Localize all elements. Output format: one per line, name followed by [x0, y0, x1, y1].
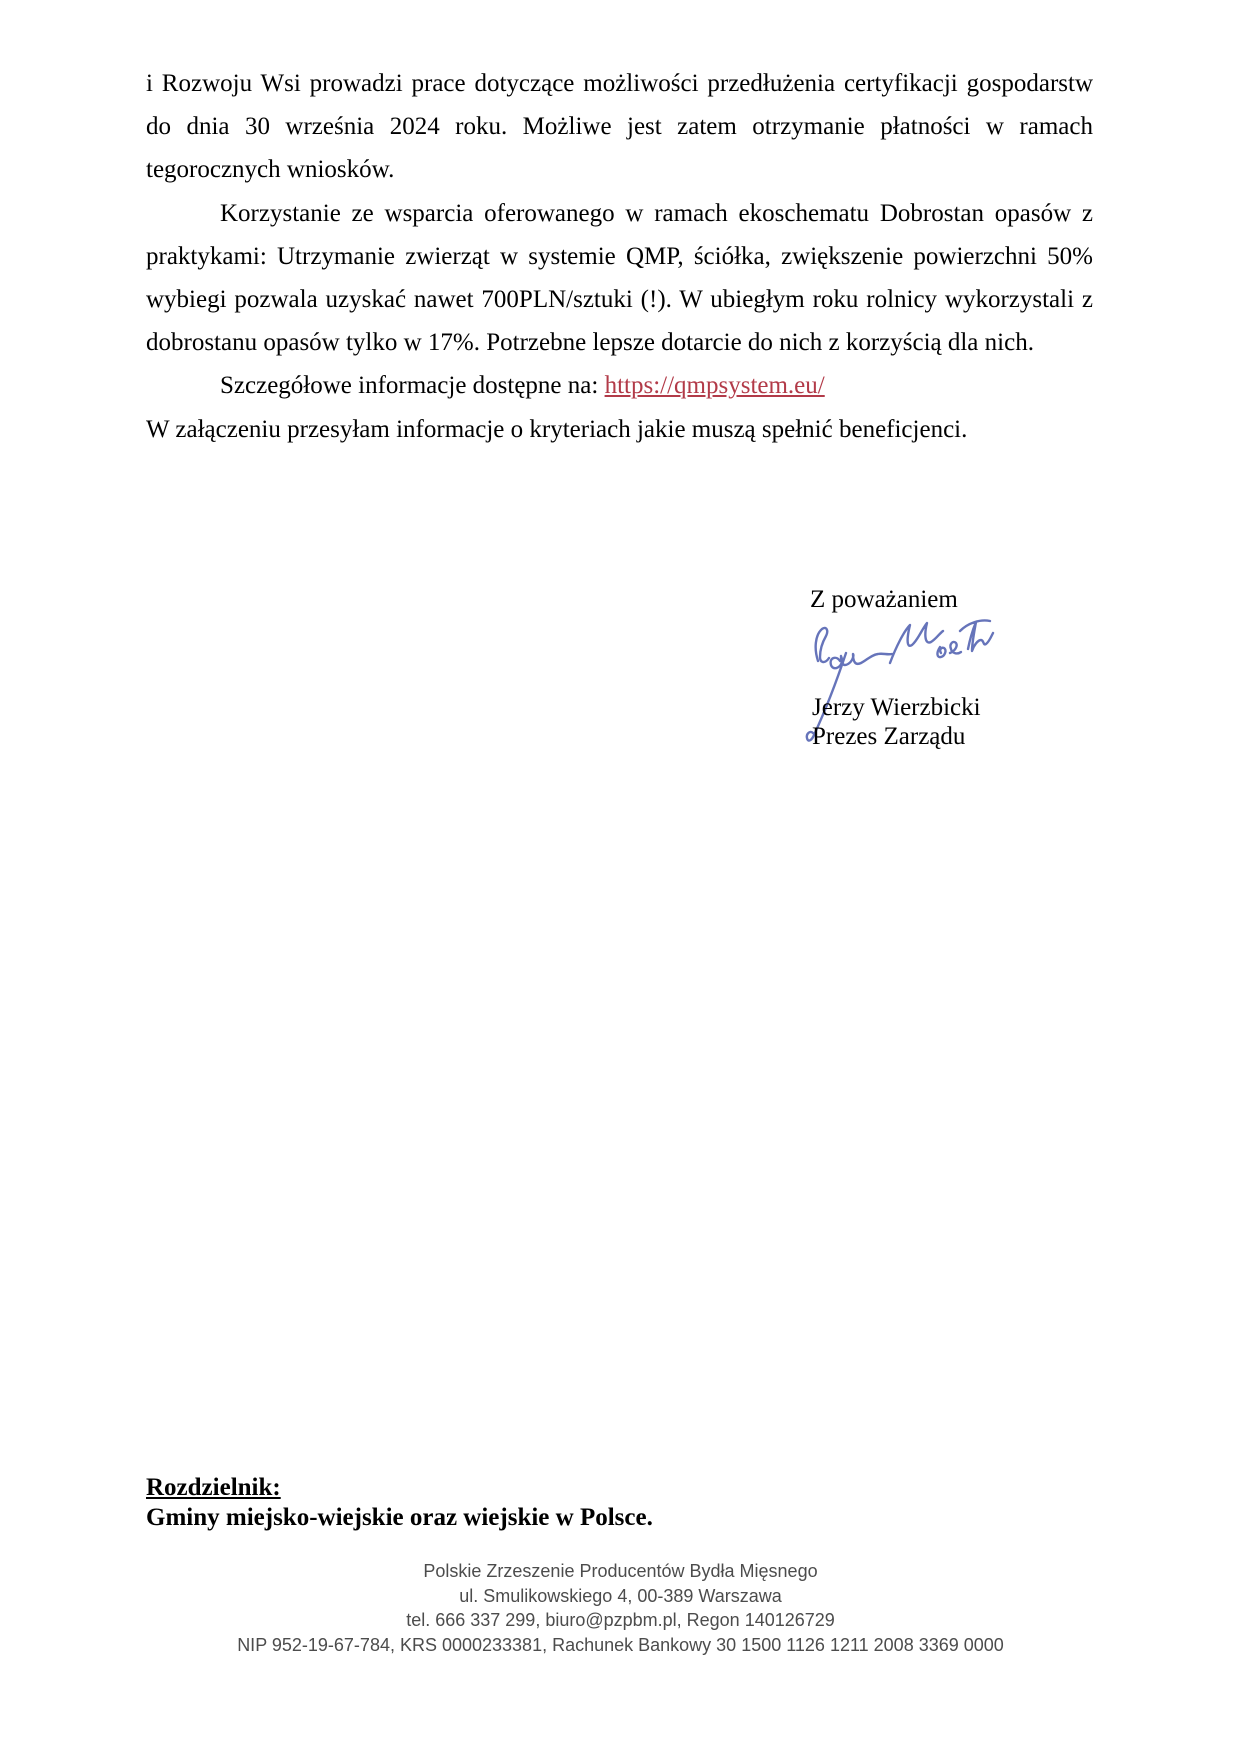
letterhead-footer [0, 1559, 1241, 1657]
letter-body [146, 62, 1093, 451]
attachment-line: W załączeniu przesyłam informacje o kryteriach jakie muszą spełnić beneficjenci. [146, 415, 968, 443]
paragraph-ekoschemat: Korzystanie ze wsparcia oferowanego w ramach ekoschematu Dobrostan opasów z praktykami: Utrzymanie zwierząt w systemie QMP, ściółka, zwiększenie powierzchni 50% wybiegi pozwala uzyskać nawet 700PLN/sztuki (!). W ubiegłym roku rolnicy wykorzystali z dobrostanu opasów tylko w 17%. Potrzebne lepsze dotarcie do nich z korzyścią dla nich. [146, 199, 1093, 357]
closing-block [810, 585, 981, 750]
footer-address: ul. Smulikowskiego 4, 00-389 Warszawa [459, 1585, 782, 1606]
salutation: Z poważaniem [810, 586, 958, 613]
signer-name: Jerzy Wierzbicki [812, 694, 981, 721]
signer-block [812, 693, 981, 751]
info-line [146, 364, 1093, 407]
info-line-prefix: Szczegółowe informacje dostępne na: [220, 372, 605, 400]
distribution-heading: Rozdzielnik: [146, 1474, 281, 1501]
footer-org-name: Polskie Zrzeszenie Producentów Bydła Mięsnego [423, 1561, 818, 1581]
distribution-block [146, 1473, 653, 1533]
footer-registry: NIP 952-19-67-784, KRS 0000233381, Rachunek Bankowy 30 1500 1126 1211 2008 3369 0000 [237, 1634, 1004, 1655]
distribution-line: Gminy miejsko-wiejskie oraz wiejskie w Polsce. [146, 1504, 653, 1531]
signer-title: Prezes Zarządu [812, 723, 966, 750]
paragraph-certification: i Rozwoju Wsi prowadzi prace dotyczące możliwości przedłużenia certyfikacji gospodarstw do dnia 30 września 2024 roku. Możliwe jest zatem otrzymanie płatności w ramach tegorocznych wniosków. [146, 70, 1093, 184]
qmpsystem-link[interactable]: https://qmpsystem.eu/ [604, 372, 825, 400]
footer-contact: tel. 666 337 299, biuro@pzpbm.pl, Regon 140126729 [406, 1610, 835, 1630]
